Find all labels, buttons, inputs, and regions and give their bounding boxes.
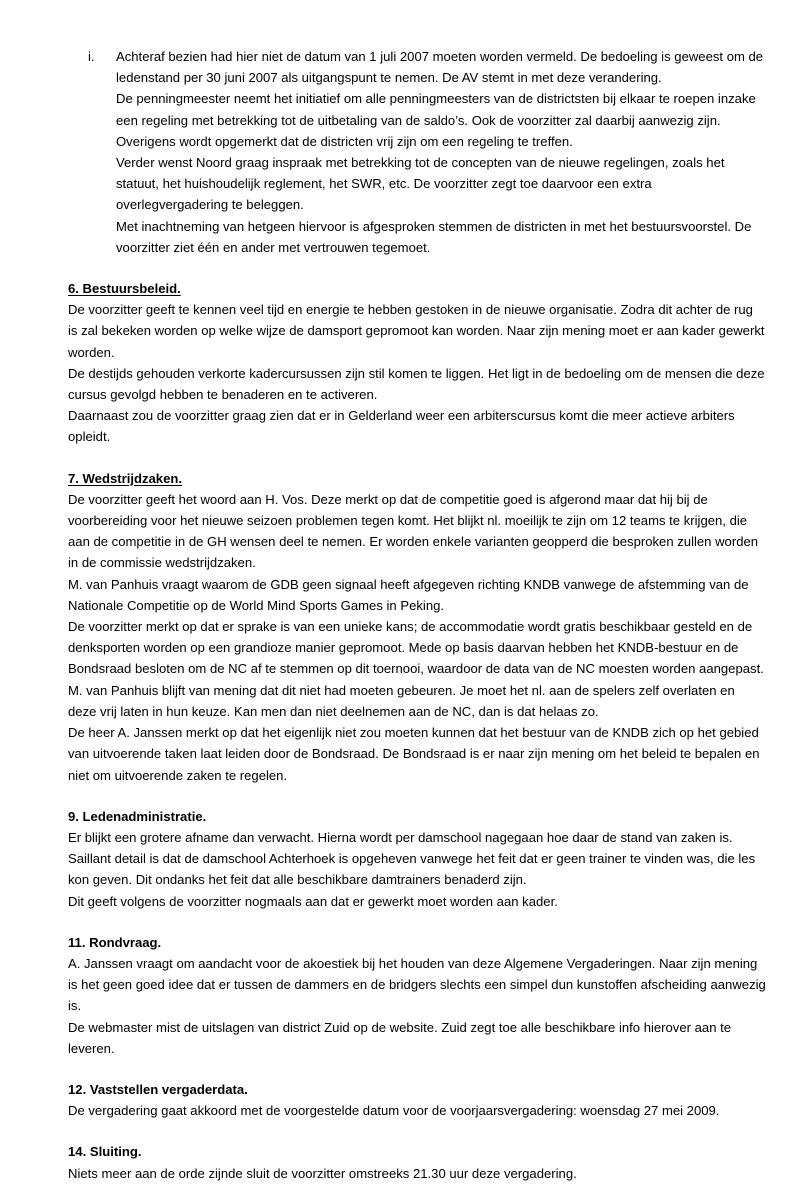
section-sluiting <box>68 1141 766 1183</box>
list-item <box>68 46 766 258</box>
paragraph: De heer A. Janssen merkt op dat het eigenlijk niet zou moeten kunnen dat het bestuur van de KNDB zich op het gebied van uitvoerende taken laat leiden door de Bondsraad. De Bondsraad is er naar zijn mening om het beleid te bepalen en niet om uitvoerende zaken te regelen. <box>68 725 760 783</box>
paragraph: De vergadering gaat akkoord met de voorgestelde datum voor de voorjaarsvergadering: woensdag 27 mei 2009. <box>68 1103 720 1119</box>
paragraph: A. Janssen vraagt om aandacht voor de akoestiek bij het houden van deze Algemene Vergaderingen. Naar zijn mening is het geen goed idee dat er tussen de dammers en de bridgers slechts een simpel dun kunstoffen afscheiding aanwezig is. <box>68 955 766 1014</box>
paragraph: Met inachtneming van hetgeen hiervoor is afgesproken stemmen de districten in met het bestuursvoorstel. De voorzitter ziet één en ander met vertrouwen tegemoet. <box>116 218 752 255</box>
section-heading: 14. Sluiting. <box>68 1144 142 1160</box>
paragraph: De destijds gehouden verkorte kadercursussen zijn stil komen te liggen. Het ligt in de bedoeling om de mensen die deze cursus gevolgd hebben te benaderen en te activeren. <box>68 365 765 403</box>
section-body <box>68 1100 766 1121</box>
section-body <box>68 489 766 786</box>
paragraph: Niets meer aan de orde zijnde sluit de voorzitter omstreeks 21.30 uur deze vergadering. <box>68 1165 577 1181</box>
section-heading: 7. Wedstrijdzaken. <box>68 470 183 486</box>
paragraph: Er blijkt een grotere afname dan verwacht. Hierna wordt per damschool nagegaan hoe daar de stand van zaken is. Saillant detail is dat de damschool Achterhoek is opgeheven vanwege het feit dat er geen trainer te vinden was, die les kon geven. Dit ondanks het feit dat alle beschikbare damtrainers benaderd zijn. <box>68 829 756 888</box>
section-body <box>68 827 766 912</box>
document-body <box>68 46 766 1184</box>
section-body <box>68 953 766 1059</box>
section-body <box>68 1163 766 1184</box>
section-wedstrijdzaken <box>68 468 766 786</box>
section-bestuursbeleid <box>68 278 766 448</box>
paragraph: Daarnaast zou de voorzitter graag zien dat er in Gelderland weer een arbiterscursus komt die meer actieve arbiters opleidt. <box>68 408 735 445</box>
section-heading: 6. Bestuursbeleid. <box>68 281 181 297</box>
list-item-text <box>116 46 766 258</box>
section-vaststellen-vergaderdata <box>68 1079 766 1121</box>
paragraph: M. van Panhuis vraagt waarom de GDB geen signaal heeft afgegeven richting KNDB vanwege de afstemming van de Nationale Competitie op de World Mind Sports Games in Peking. <box>68 576 749 613</box>
paragraph: Verder wenst Noord graag inspraak met betrekking tot de concepten van de nieuwe regelingen, zoals het statuut, het huishoudelijk reglement, het SWR, etc. De voorzitter zegt toe daarvoor een extra overlegvergadering te beleggen. <box>116 155 725 213</box>
paragraph: De webmaster mist de uitslagen van district Zuid op de website. Zuid zegt toe alle beschikbare info hierover aan te leveren. <box>68 1019 732 1056</box>
paragraph: De voorzitter merkt op dat er sprake is van een unieke kans; de accommodatie wordt gratis beschikbaar gesteld en de denksporten worden op een grandioze manier gepromoot. Mede op basis daarvan hebben het KNDB-bestuur en de Bondsraad besloten om de NC af te stemmen op dit toernooi, waardoor de data van de NC moesten worden aangepast. <box>68 619 764 677</box>
paragraph: M. van Panhuis blijft van mening dat dit niet had moeten gebeuren. Je moet het nl. aan de spelers zelf overlaten en deze vrij laten in hun keuze. Kan men dan niet deelnemen aan de NC, dan is dat helaas zo. <box>68 682 735 719</box>
section-rondvraag <box>68 932 766 1059</box>
section-ledenadministratie <box>68 806 766 912</box>
paragraph: Dit geeft volgens de voorzitter nogmaals aan dat er gewerkt moet worden aan kader. <box>68 893 558 909</box>
section-heading: 12. Vaststellen vergaderdata. <box>68 1081 248 1097</box>
paragraph: De penningmeester neemt het initiatief om alle penningmeesters van de districtsten bij elkaar te roepen inzake een regeling met betrekking tot de uitbetaling van de saldo’s. Ook de voorzitter zal daarbij aanwezig zijn. Overigens wordt opgemerkt dat de districten vrij zijn om een regeling te treffen. <box>116 91 756 149</box>
section-heading: 9. Ledenadministratie. <box>68 808 207 824</box>
section-body <box>68 299 766 447</box>
paragraph: De voorzitter geeft te kennen veel tijd en energie te hebben gestoken in de nieuwe organisatie. Zodra dit achter de rug is zal bekeken worden op welke wijze de damsport gepromoot kan worden. Naar zijn mening moet er aan kader gewerkt worden. <box>68 302 765 360</box>
list-marker-roman-i: i. <box>88 49 95 64</box>
paragraph: De voorzitter geeft het woord aan H. Vos. Deze merkt op dat de competitie goed is afgerond maar dat hij bij de voorbereiding voor het nieuwe seizoen problemen tegen komt. Het blijkt nl. moeilijk te zijn om 12 teams te krijgen, die aan de competitie in de GH wensen deel te nemen. Er worden enkele varianten geopperd die besproken zullen worden in de commissie wedstrijdzaken. <box>68 491 759 571</box>
section-heading: 11. Rondvraag. <box>68 934 162 950</box>
roman-numeral-list <box>68 46 766 258</box>
paragraph: Achteraf bezien had hier niet de datum van 1 juli 2007 moeten worden vermeld. De bedoeling is geweest om de ledenstand per 30 juni 2007 als uitgangspunt te nemen. De AV stemt in met deze verandering. <box>116 49 764 86</box>
